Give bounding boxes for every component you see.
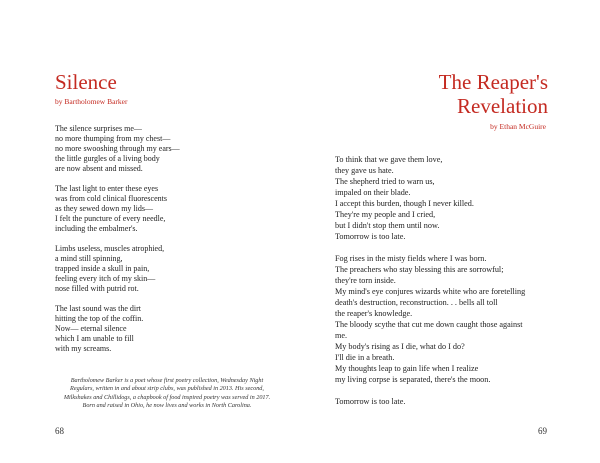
poem-line: are now absent and missed. [55, 164, 143, 173]
stanza [55, 244, 275, 294]
poem-line: To think that we gave them love, [335, 155, 443, 164]
poem-line: The preachers who stay blessing this are sorrowful; [335, 265, 504, 274]
poem-line: Limbs useless, muscles atrophied, [55, 244, 165, 253]
poem-line: no more thumping from my chest— [55, 134, 171, 143]
poem-line: Now— eternal silence [55, 324, 127, 333]
stanza [55, 304, 275, 354]
poem-line: They're my people and I cried, [335, 210, 436, 219]
right-page [300, 0, 600, 463]
poem-line: feeling every itch of my skin— [55, 274, 156, 283]
poem-title-line-1: The Reaper's [438, 70, 548, 94]
poem-line: including the embalmer's. [55, 224, 138, 233]
poem-line: My body's rising as I die, what do I do? [335, 342, 465, 351]
poem-line: My mind's eye conjures wizards white who are foretelling [335, 287, 526, 296]
poem-title-line-2: Revelation [457, 94, 548, 118]
page-number-right: 69 [538, 426, 547, 436]
poem-body-silence [55, 124, 275, 364]
poem-line: Tomorrow is too late. [335, 232, 406, 241]
poem-line: they gave us hate. [335, 166, 394, 175]
poem-byline-reapers-revelation: by Ethan McGuire [490, 122, 546, 131]
poem-line: me. [335, 331, 348, 340]
poem-line: I accept this burden, though I never killed. [335, 199, 474, 208]
stanza [335, 154, 555, 242]
poem-byline-silence: by Bartholomew Barker [55, 97, 128, 106]
poem-line: I felt the puncture of every needle, [55, 214, 166, 223]
poem-line: death's destruction, reconstruction. . . bells all toll [335, 298, 498, 307]
poem-line: impaled on their blade. [335, 188, 411, 197]
poem-line: The last sound was the dirt [55, 304, 141, 313]
page-number-left: 68 [55, 426, 64, 436]
poem-line: My thoughts leap to gain life when I realize [335, 364, 479, 373]
stanza [55, 124, 275, 174]
poem-body-reapers-revelation [335, 154, 555, 418]
poem-line: no more swooshing through my ears— [55, 144, 180, 153]
poem-line: Fog rises in the misty fields where I was born. [335, 254, 487, 263]
stanza [55, 184, 275, 234]
poem-line: my living corpse is separated, there's the moon. [335, 375, 491, 384]
poem-line: trapped inside a skull in pain, [55, 264, 150, 273]
poem-line: nose filled with putrid rot. [55, 284, 139, 293]
poem-line: with my screams. [55, 344, 112, 353]
stanza [335, 396, 555, 407]
poem-line: The silence surprises me— [55, 124, 142, 133]
poem-line: I'll die in a breath. [335, 353, 395, 362]
poem-line: but I didn't stop them until now. [335, 221, 440, 230]
poem-line: the reaper's knowledge. [335, 309, 413, 318]
poem-line: the little gurgles of a living body [55, 154, 160, 163]
poem-title-reapers-revelation [328, 70, 548, 118]
poem-line: Tomorrow is too late. [335, 397, 406, 406]
poem-line: which I am unable to fill [55, 334, 134, 343]
poem-title-silence: Silence [55, 70, 117, 94]
stanza [335, 253, 555, 385]
poem-line: The last light to enter these eyes [55, 184, 159, 193]
poem-line: The bloody scythe that cut me down caught those against [335, 320, 523, 329]
poem-line: they're torn inside. [335, 276, 396, 285]
poem-line: hitting the top of the coffin. [55, 314, 144, 323]
poem-line: as they sewed down my lids— [55, 204, 153, 213]
poem-line: was from cold clinical fluorescents [55, 194, 167, 203]
poem-line: a mind still spinning, [55, 254, 123, 263]
poem-line: The shepherd tried to warn us, [335, 177, 435, 186]
author-bio: Bartholomew Barker is a poet whose first poetry collection, Wednesday Night Regulars, written in and about strip clubs, was published in 2013. His second, Milkshakes and Chillidogs, a chapbook of food inspired poetry was served in 2017. Born and raised in Ohio, he now lives and works in North Carolina. [63, 377, 271, 410]
